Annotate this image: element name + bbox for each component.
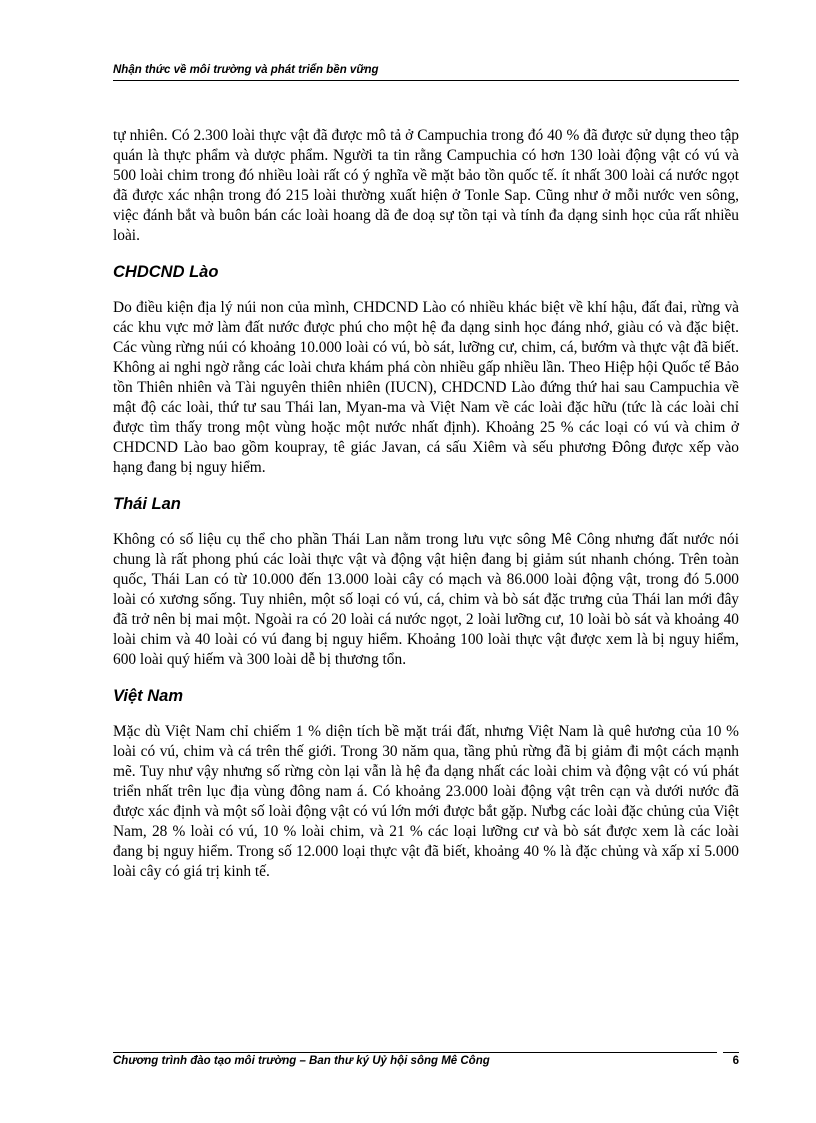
document-body xyxy=(113,126,739,882)
page-footer xyxy=(113,1055,739,1067)
footer-divider xyxy=(113,1052,717,1053)
section-heading-laos: CHDCND Lào xyxy=(113,263,219,281)
section-heading-vietnam: Việt Nam xyxy=(113,687,183,705)
footer-divider-page xyxy=(723,1052,739,1053)
section-heading-thailand: Thái Lan xyxy=(113,495,181,513)
section-paragraph-thailand: Không có số liệu cụ thể cho phần Thái Lan nằm trong lưu vực sông Mê Công nhưng đất nước nói chung là rất phong phú các loài thực vật và động vật hiện đang bị giảm sút nhanh chóng. Trên toàn quốc, Thái Lan có từ 10.000 đến 13.000 loài cây có mạch và 86.000 loài động vật, trong đó 5.000 loài có xương sống. Tuy nhiên, một số loại có vú, cá, chim và bò sát đặc trưng của Thái lan mới đây đã trở nên bị mai một. Ngoài ra có 20 loài cá nước ngọt, 2 loài lưỡng cư, 10 loài bò sát và khoảng 40 loài chim và 40 loài có vú đang bị nguy hiểm. Khoảng 100 loài thực vật được xem là bị nguy hiểm, 600 loài quý hiếm và 300 loài dễ bị thương tổn. xyxy=(113,531,739,668)
page-number: 6 xyxy=(732,1055,739,1067)
page-header xyxy=(113,64,739,81)
footer-text: Chương trình đào tạo môi trường – Ban thư ký Uỷ hội sông Mê Công xyxy=(113,1055,490,1067)
section-paragraph-vietnam: Mặc dù Việt Nam chỉ chiếm 1 % diện tích bề mặt trái đất, nhưng Việt Nam là quê hương của 10 % loài có vú, chim và cá trên thế giới. Trong 30 năm qua, tầng phủ rừng đã bị giảm đi một cách mạnh mẽ. Tuy như vậy nhưng số rừng còn lại vẫn là hệ đa dạng nhất các loài chim và động vật có vú phát triển nhất trên lục địa vùng đông nam á. Có khoảng 23.000 loài động vật trên cạn và dưới nước đã được xác định và một số loài động vật có vú lớn mới được bắt gặp. Nưbg các loài đặc chủng của Việt Nam, 28 % loài có vú, 10 % loài chim, và 21 % các loại lưỡng cư và bò sát được xem là các loài đang bị nguy hiểm. Trong số 12.000 loại thực vật đã biết, khoảng 40 % là đặc chủng và xấp xỉ 5.000 loài cây có giá trị kinh tế. xyxy=(113,723,739,880)
intro-paragraph: tự nhiên. Có 2.300 loài thực vật đã được mô tả ở Campuchia trong đó 40 % đã được sử dụng theo tập quán là thực phẩm và dược phẩm. Người ta tin rằng Campuchia có hơn 130 loài động vật có vú và 500 loài chim trong đó nhiều loài rất có ý nghĩa về mặt bảo tồn quốc tế. ít nhất 300 loài cá nước ngọt đã được xác nhận trong đó 215 loài thường xuất hiện ở Tonle Sap. Cũng như ở mỗi nước ven sông, việc đánh bắt và buôn bán các loài hoang dã đe doạ sự tồn tại và tính đa dạng sinh học của rất nhiều loài. xyxy=(113,127,739,244)
section-paragraph-laos: Do điều kiện địa lý núi non của mình, CHDCND Lào có nhiều khác biệt về khí hậu, đất đai, rừng và các khu vực mở làm đất nước được phú cho một hệ đa dạng sinh học đáng nhớ, giàu có và đặc biệt. Các vùng rừng núi có khoảng 10.000 loài có vú, bò sát, lưỡng cư, chim, cá, bướm và thực vật đã biết. Không ai nghi ngờ rằng các loài chưa khám phá còn nhiều gấp nhiều lần. Theo Hiệp hội Quốc tế Bảo tồn Thiên nhiên và Tài nguyên thiên nhiên (IUCN), CHDCND Lào đứng thứ hai sau Campuchia về mật độ các loài, thứ tư sau Thái lan, Myan-ma và Việt Nam về các loài đặc hữu (tức là các loài chỉ được tìm thấy trong một vùng hoặc một nước nhất định). Khoảng 25 % các loại có vú và chim ở CHDCND Lào bao gồm koupray, tê giác Javan, cá sấu Xiêm và sếu phương Đông được xếp vào hạng đang bị nguy hiểm. xyxy=(113,299,739,476)
header-title: Nhận thức về môi trường và phát triển bền vững xyxy=(113,64,379,76)
